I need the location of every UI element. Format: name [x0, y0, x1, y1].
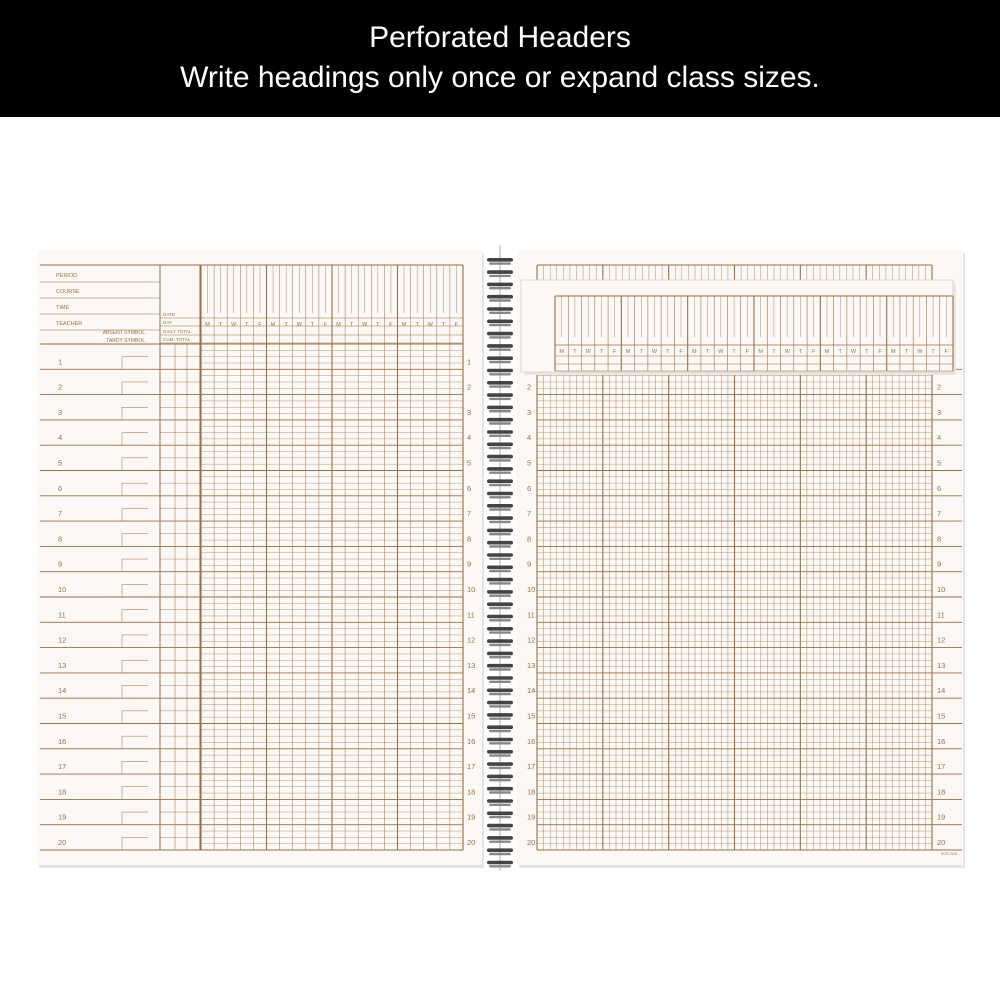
spiral-coil-shadow — [489, 681, 511, 683]
header-label-absent-symbol: ABSENT SYMBOL — [102, 330, 145, 336]
row-number-right-margin: 8 — [467, 534, 472, 544]
strip-day-letter: T — [599, 349, 604, 355]
strip-day-letter: T — [705, 349, 710, 355]
right-row-number-left: 6 — [527, 483, 532, 493]
strip-day-letter: T — [666, 349, 670, 355]
day-letter: T — [349, 322, 354, 328]
row-number-left: 14 — [58, 686, 67, 696]
strip-day-letter: M — [625, 349, 631, 355]
right-row-number-left: 11 — [527, 610, 535, 620]
row-number-left: 1 — [58, 357, 63, 367]
spiral-coil — [487, 455, 513, 459]
right-row-number-right: 4 — [937, 433, 942, 443]
day-letter: W — [362, 322, 368, 328]
row-number-left: 17 — [58, 762, 67, 772]
right-row-number-left: 4 — [527, 433, 532, 443]
day-letter: M — [270, 322, 276, 328]
day-letter: F — [454, 322, 459, 328]
row-number-right-margin: 16 — [467, 736, 476, 746]
spiral-coil — [487, 848, 513, 852]
spiral-coil-shadow — [489, 582, 511, 584]
strip-day-letter: F — [812, 349, 816, 355]
strip-day-letter: M — [891, 349, 896, 355]
row-number-left: 8 — [58, 534, 63, 544]
header-label-time: TIME — [56, 305, 70, 311]
perforated-header-strip — [521, 280, 956, 375]
spiral-coil — [487, 516, 513, 520]
spiral-coil — [487, 652, 513, 656]
spiral-coil — [487, 553, 513, 557]
spiral-coil-shadow — [489, 558, 511, 560]
spiral-coil — [487, 320, 513, 324]
spiral-coil-shadow — [489, 607, 511, 609]
spiral-coil — [487, 713, 513, 717]
spiral-coil-shadow — [489, 410, 511, 412]
row-number-right-margin: 18 — [467, 787, 476, 797]
row-number-right-margin: 20 — [467, 838, 476, 847]
row-number-right-margin: 1 — [467, 357, 472, 367]
spiral-coil — [487, 529, 513, 533]
row-number-left: 2 — [58, 382, 63, 392]
right-row-number-right: 6 — [937, 483, 942, 493]
row-number-left: 19 — [58, 812, 67, 822]
spiral-coil — [487, 393, 513, 397]
spiral-coil-shadow — [489, 595, 511, 597]
right-row-number-right: 8 — [937, 534, 942, 544]
spiral-coil — [487, 332, 513, 336]
spiral-coil — [487, 799, 513, 803]
right-row-number-left: 2 — [527, 382, 532, 392]
spiral-coil — [487, 270, 513, 274]
spiral-coil — [487, 344, 513, 348]
spiral-coil-shadow — [489, 853, 511, 855]
row-number-right-margin: 15 — [467, 711, 476, 721]
spiral-coil — [487, 762, 513, 766]
right-row-number-left: 15 — [527, 711, 536, 721]
strip-day-letter: T — [798, 349, 803, 355]
right-row-number-left: 9 — [527, 559, 532, 569]
row-number-right-margin: 11 — [467, 610, 475, 620]
spiral-coil — [487, 602, 513, 606]
row-number-left: 11 — [58, 610, 66, 620]
spiral-coil — [487, 443, 513, 447]
row-number-left: 4 — [58, 433, 63, 443]
strip-day-letter: T — [931, 349, 935, 355]
day-letter: F — [323, 322, 328, 328]
spiral-coil — [487, 812, 513, 816]
right-row-number-right: 9 — [937, 559, 942, 569]
spiral-coil-shadow — [489, 730, 511, 732]
right-row-number-right: 14 — [937, 686, 946, 696]
strip-day-letter: W — [917, 349, 923, 355]
row-number-right-margin: 2 — [467, 382, 472, 392]
right-row-number-left: 5 — [527, 458, 532, 468]
spiral-coil — [487, 615, 513, 619]
row-number-right-margin: 4 — [467, 433, 472, 443]
spiral-coil — [487, 639, 513, 643]
spiral-coil-shadow — [489, 361, 511, 363]
spiral-coil-shadow — [489, 631, 511, 633]
row-number-right-margin: 9 — [467, 559, 472, 569]
spiral-coil-shadow — [489, 816, 511, 818]
right-row-number-left: 3 — [527, 407, 532, 417]
row-number-right-margin: 14 — [467, 686, 476, 696]
spiral-binding — [487, 245, 513, 870]
spiral-coil-shadow — [489, 484, 511, 486]
form-code: 9CR-345 — [940, 851, 957, 856]
strip-day-letter: F — [745, 349, 750, 355]
row-number-right-margin: 7 — [467, 509, 472, 519]
day-letter: M — [205, 322, 210, 328]
strip-day-letter: W — [651, 349, 658, 355]
row-number-right-margin: 6 — [467, 483, 472, 493]
row-number-left: 6 — [58, 483, 63, 493]
spiral-coil-shadow — [489, 336, 511, 338]
day-letter: F — [258, 322, 262, 328]
strip-day-letter: T — [904, 349, 909, 355]
right-row-number-right: 11 — [937, 610, 945, 620]
spiral-coil-shadow — [489, 324, 511, 326]
spiral-coil-shadow — [489, 718, 511, 720]
spiral-coil-shadow — [489, 742, 511, 744]
strip-day-letter: T — [732, 349, 736, 355]
row-number-left: 15 — [58, 711, 67, 721]
strip-day-letter: F — [679, 349, 683, 355]
row-number-right-margin: 19 — [467, 812, 476, 822]
right-row-number-left: 17 — [527, 762, 536, 772]
day-letter: T — [310, 322, 315, 328]
mid-label-date: DATE — [163, 312, 175, 317]
spiral-coil-shadow — [489, 435, 511, 437]
spiral-coil — [487, 836, 513, 840]
spiral-coil — [487, 725, 513, 729]
right-row-number-right: 3 — [937, 407, 942, 417]
mid-label-day: DAY — [163, 320, 173, 325]
spiral-coil-shadow — [489, 545, 511, 547]
right-row-number-right: 7 — [937, 509, 942, 519]
spiral-coil — [487, 430, 513, 434]
day-letter: T — [376, 322, 380, 328]
promo-banner — [0, 0, 1000, 117]
spiral-coil-shadow — [489, 804, 511, 806]
right-row-number-right: 10 — [937, 585, 946, 594]
spiral-coil-shadow — [489, 447, 511, 449]
spiral-coil-shadow — [489, 767, 511, 769]
right-row-number-right: 13 — [937, 660, 946, 670]
row-number-right-margin: 17 — [467, 762, 476, 772]
strip-day-letter: T — [639, 349, 643, 355]
day-letter: W — [427, 322, 433, 328]
strip-day-letter: M — [824, 349, 830, 355]
spiral-coil — [487, 824, 513, 828]
spiral-coil — [487, 381, 513, 385]
spiral-coil-shadow — [489, 349, 511, 351]
strip-day-letter: T — [573, 349, 577, 355]
spiral-coil — [487, 467, 513, 471]
row-number-right-margin: 13 — [467, 660, 476, 670]
row-number-left: 9 — [58, 559, 63, 569]
spiral-coil — [487, 356, 513, 360]
day-letter: F — [389, 322, 393, 328]
right-row-number-right: 15 — [937, 711, 946, 721]
attendance-book-drawing — [0, 117, 1000, 1000]
spiral-coil-shadow — [489, 656, 511, 658]
right-row-number-right: 16 — [937, 736, 946, 746]
spiral-coil-shadow — [489, 828, 511, 830]
right-row-number-right: 17 — [937, 762, 946, 772]
spiral-coil — [487, 664, 513, 668]
header-label-period: PERIOD — [56, 273, 78, 279]
right-row-number-right: 2 — [937, 382, 942, 392]
right-row-number-right: 20 — [937, 838, 946, 847]
spiral-coil-shadow — [489, 459, 511, 461]
row-number-left: 12 — [58, 635, 67, 645]
strip-day-letter: W — [718, 349, 724, 355]
strip-day-letter: W — [585, 349, 591, 355]
row-number-left: 13 — [58, 660, 67, 670]
strip-day-letter: W — [784, 349, 790, 355]
row-number-left: 5 — [58, 458, 63, 468]
right-row-number-left: 8 — [527, 534, 532, 544]
row-number-left: 16 — [58, 736, 67, 746]
spiral-coil — [487, 541, 513, 545]
row-number-right-margin: 12 — [467, 635, 476, 645]
spiral-coil — [487, 738, 513, 742]
spiral-coil-shadow — [489, 779, 511, 781]
row-number-left: 20 — [58, 838, 67, 847]
spiral-coil-shadow — [489, 644, 511, 646]
row-number-right-margin: 10 — [467, 585, 476, 594]
spiral-coil — [487, 418, 513, 422]
day-letter: M — [401, 322, 407, 328]
spiral-coil-shadow — [489, 422, 511, 424]
spiral-coil-shadow — [489, 705, 511, 707]
right-row-number-left: 20 — [527, 838, 536, 847]
spiral-coil — [487, 578, 513, 582]
spiral-coil — [487, 775, 513, 779]
spiral-coil — [487, 689, 513, 693]
strip-day-letter: F — [944, 349, 949, 355]
right-row-number-right: 19 — [937, 812, 946, 822]
right-row-number-left: 13 — [527, 660, 536, 670]
strip-day-letter: T — [772, 349, 776, 355]
right-row-number-left: 10 — [527, 585, 536, 594]
strip-day-letter: T — [838, 349, 842, 355]
spiral-coil-shadow — [489, 791, 511, 793]
strip-day-letter: F — [878, 349, 882, 355]
spiral-coil-shadow — [489, 619, 511, 621]
spiral-coil-shadow — [489, 865, 511, 867]
spiral-coil — [487, 590, 513, 594]
day-letter: T — [218, 322, 223, 328]
spiral-coil-shadow — [489, 287, 511, 289]
spiral-coil-shadow — [489, 299, 511, 301]
row-number-left: 3 — [58, 407, 63, 417]
strip-day-letter: M — [559, 349, 564, 355]
spiral-coil — [487, 566, 513, 570]
right-row-number-right: 18 — [937, 787, 946, 797]
spiral-coil — [487, 283, 513, 287]
strip-card — [521, 280, 953, 372]
spiral-coil-shadow — [489, 693, 511, 695]
spiral-coil — [487, 479, 513, 483]
day-letter: W — [296, 322, 302, 328]
spiral-coil — [487, 676, 513, 680]
right-row-number-left: 18 — [527, 787, 536, 797]
attendance-book — [0, 117, 1000, 1000]
strip-day-letter: F — [613, 349, 617, 355]
spiral-coil-shadow — [489, 262, 511, 264]
spiral-coil-shadow — [489, 373, 511, 375]
spiral-coil — [487, 369, 513, 373]
spiral-coil-shadow — [489, 496, 511, 498]
spiral-coil — [487, 492, 513, 496]
spiral-coil — [487, 750, 513, 754]
banner-title: Perforated Headers — [369, 21, 631, 54]
spiral-coil-shadow — [489, 754, 511, 756]
right-row-number-right: 12 — [937, 635, 946, 645]
spiral-coil-shadow — [489, 533, 511, 535]
spiral-coil-shadow — [489, 841, 511, 843]
day-letter: T — [245, 322, 249, 328]
spiral-coil-shadow — [489, 275, 511, 277]
right-row-number-left: 19 — [527, 812, 536, 822]
right-row-number-right: 5 — [937, 458, 942, 468]
day-letter: W — [231, 322, 237, 328]
row-number-left: 10 — [58, 585, 67, 594]
day-letter: T — [441, 322, 446, 328]
spiral-coil — [487, 307, 513, 311]
day-letter: T — [415, 322, 419, 328]
row-number-left: 18 — [58, 787, 67, 797]
spiral-coil-shadow — [489, 668, 511, 670]
right-row-number-left: 16 — [527, 736, 536, 746]
header-label-course: COURSE — [56, 289, 80, 295]
strip-day-letter: M — [692, 349, 697, 355]
mid-label-cum-total: CUM. TOTAL — [163, 337, 191, 342]
header-label-teacher: TEACHER — [56, 321, 83, 327]
spiral-coil — [487, 504, 513, 508]
spiral-coil — [487, 701, 513, 705]
spiral-coil-shadow — [489, 385, 511, 387]
row-number-right-margin: 3 — [467, 407, 472, 417]
row-number-right-margin: 5 — [467, 458, 472, 468]
strip-day-letter: M — [758, 349, 763, 355]
right-row-number-left: 12 — [527, 635, 536, 645]
spiral-coil — [487, 787, 513, 791]
right-row-number-left: 14 — [527, 686, 536, 696]
header-label-tardy-symbol: TARDY SYMBOL — [106, 338, 145, 344]
spiral-coil — [487, 258, 513, 262]
spiral-coil-shadow — [489, 521, 511, 523]
spiral-coil-shadow — [489, 472, 511, 474]
spiral-coil-shadow — [489, 312, 511, 314]
right-row-number-left: 7 — [527, 509, 532, 519]
left-page — [37, 250, 482, 865]
spiral-coil — [487, 627, 513, 631]
spiral-coil — [487, 861, 513, 865]
strip-day-letter: T — [865, 349, 869, 355]
banner-subtitle: Write headings only once or expand class sizes. — [180, 61, 820, 94]
day-letter: T — [284, 322, 288, 328]
mid-label-daily-total: DAILY TOTAL — [163, 329, 192, 334]
spiral-coil-shadow — [489, 570, 511, 572]
day-letter: M — [336, 322, 341, 328]
spiral-coil-shadow — [489, 398, 511, 400]
row-number-left: 7 — [58, 509, 63, 519]
strip-day-letter: W — [850, 349, 857, 355]
spiral-coil — [487, 406, 513, 410]
spiral-coil-shadow — [489, 508, 511, 510]
spiral-coil — [487, 295, 513, 299]
